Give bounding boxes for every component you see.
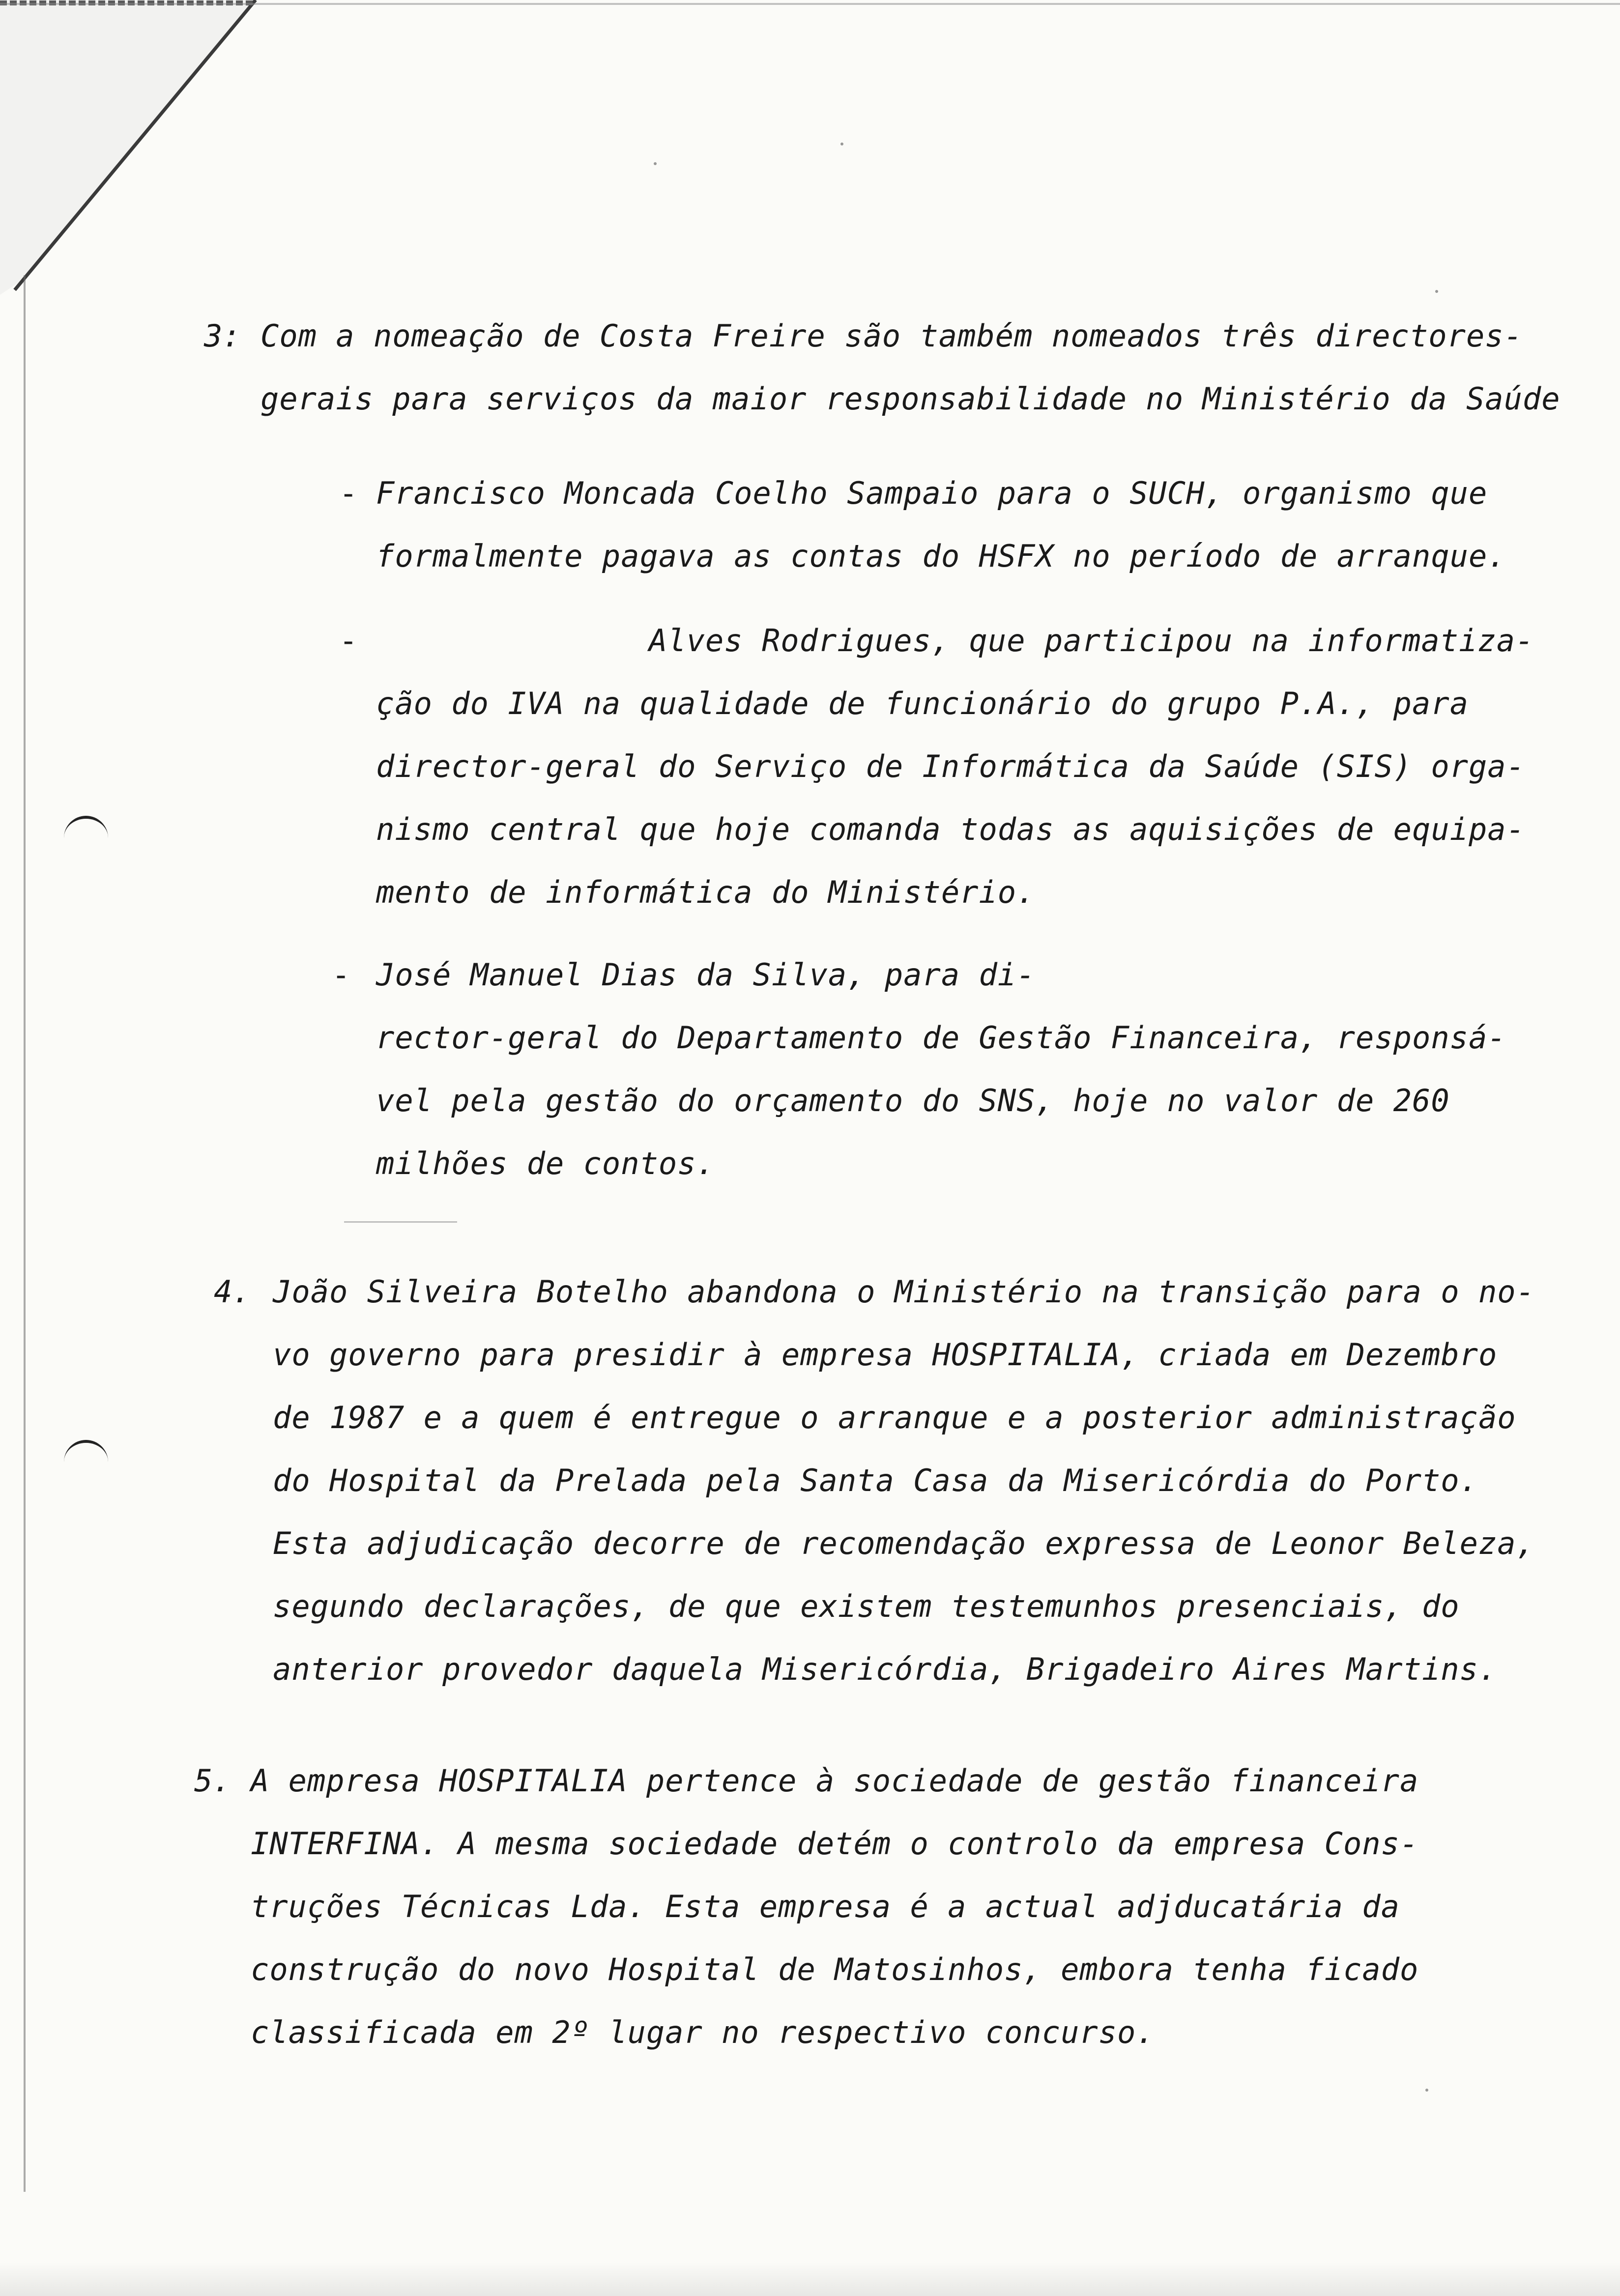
folded-corner-shadow <box>0 0 275 295</box>
text-line: Alves Rodrigues, que participou na informatiza- <box>649 623 1534 659</box>
faint-rule <box>344 1221 457 1223</box>
bottom-scan-shadow <box>0 2262 1620 2296</box>
top-edge-line <box>0 3 1620 5</box>
subitem-bullet: - <box>339 623 358 659</box>
text-line: vo governo para presidir à empresa HOSPITALIA, criada em Dezembro <box>273 1337 1498 1373</box>
text-line: Com a nomeação de Costa Freire são também nomeados três directores- <box>260 318 1523 354</box>
item-number: 4. <box>214 1274 251 1310</box>
text-line: construção do novo Hospital de Matosinhos, embora tenha ficado <box>251 1952 1419 1987</box>
text-line: vel pela gestão do orçamento do SNS, hoje no valor de 260 <box>376 1083 1450 1119</box>
scan-speck <box>1435 290 1438 293</box>
text-line: José Manuel Dias da Silva, para di- <box>376 957 1036 993</box>
text-line: Esta adjudicação decorre de recomendação expressa de Leonor Beleza, <box>273 1525 1535 1561</box>
subitem-sampaio <box>376 462 1506 588</box>
text-line: João Silveira Botelho abandona o Ministério na transição para o no- <box>273 1274 1535 1310</box>
text-line: gerais para serviços da maior responsabilidade no Ministério da Saúde <box>260 381 1561 417</box>
text-line: INTERFINA. A mesma sociedade detém o controlo da empresa Cons- <box>251 1826 1419 1862</box>
text-line: anterior provedor daquela Misericórdia, Brigadeiro Aires Martins. <box>273 1651 1498 1687</box>
item-5-paragraph <box>251 1750 1418 2064</box>
text-line: classificada em 2º lugar no respectivo concurso. <box>251 2014 1155 2050</box>
item-number: 5. <box>194 1763 231 1799</box>
scan-speck <box>654 162 657 165</box>
text-line: ção do IVA na qualidade de funcionário do grupo P.A., para <box>376 686 1469 721</box>
text-line: truções Técnicas Lda. Esta empresa é a actual adjducatária da <box>251 1889 1400 1924</box>
text-line: do Hospital da Prelada pela Santa Casa da Misericórdia do Porto. <box>273 1463 1478 1498</box>
subitem-bullet: - <box>339 475 358 511</box>
item-3-paragraph <box>260 305 1561 430</box>
text-line: director-geral do Serviço de Informática da Saúde (SIS) orga- <box>376 748 1525 784</box>
scan-speck <box>1425 2089 1428 2092</box>
text-line: segundo declarações, de que existem testemunhos presenciais, do <box>273 1588 1460 1624</box>
item-number: 3: <box>204 318 241 354</box>
text-line: nismo central que hoje comanda todas as aquisições de equipa- <box>376 811 1525 847</box>
left-page-edge <box>24 275 26 2192</box>
subitem-dias-da-silva <box>376 944 1506 1195</box>
scan-speck <box>840 143 843 145</box>
text-line: A empresa HOSPITALIA pertence à sociedade de gestão financeira <box>251 1763 1419 1799</box>
text-line: rector-geral do Departamento de Gestão Financeira, responsá- <box>376 1020 1506 1056</box>
subitem-rodrigues <box>376 609 1534 924</box>
text-line: Francisco Moncada Coelho Sampaio para o SUCH, organismo que <box>376 475 1488 511</box>
text-line: formalmente pagava as contas do HSFX no período de arranque. <box>376 538 1506 574</box>
text-line: milhões de contos. <box>376 1146 715 1181</box>
item-4-paragraph <box>273 1261 1535 1701</box>
text-line: mento de informática do Ministério. <box>376 874 1036 910</box>
text-line: de 1987 e a quem é entregue o arranque e a posterior administração <box>273 1400 1516 1435</box>
punch-hole-mark-lower <box>64 1440 108 1463</box>
subitem-bullet: - <box>332 957 350 993</box>
punch-hole-mark-upper <box>64 816 108 838</box>
